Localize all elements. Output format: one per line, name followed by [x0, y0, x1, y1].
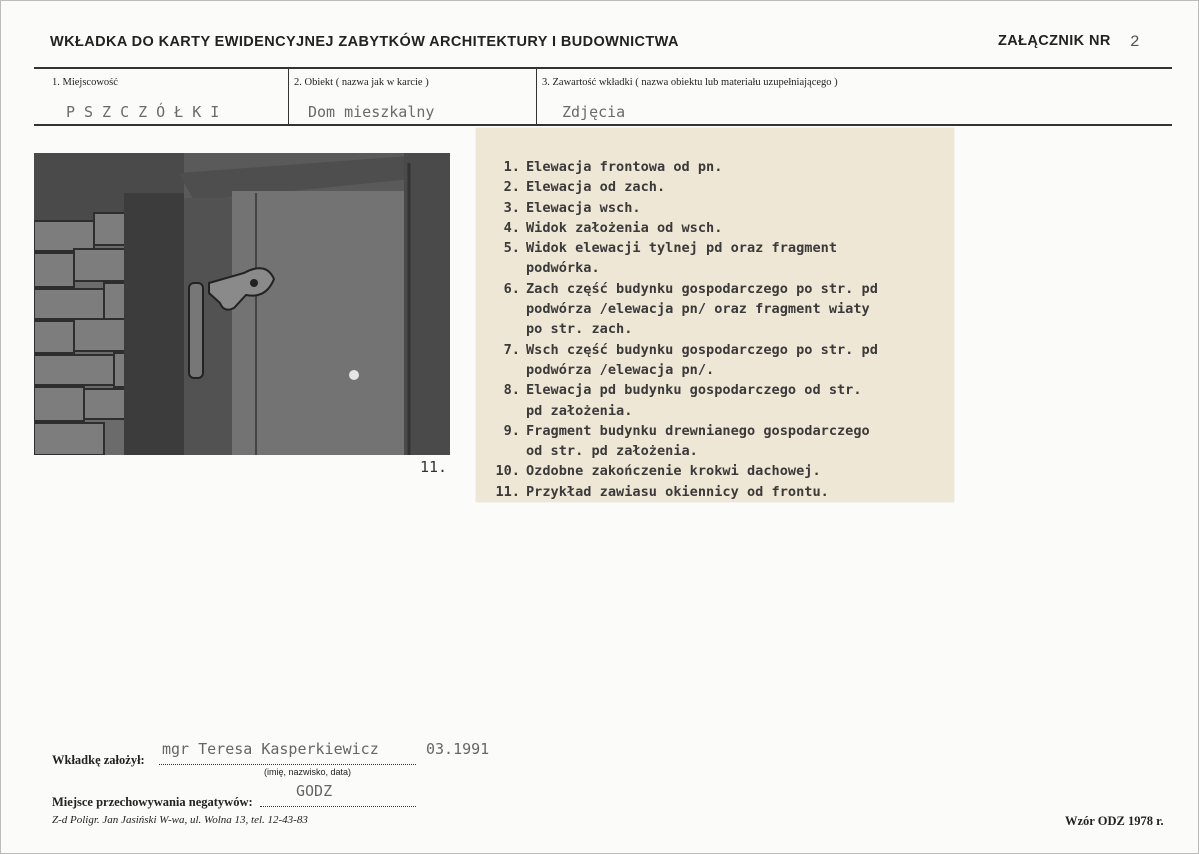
header-divider-1	[288, 69, 289, 125]
annex-number: 2	[1130, 33, 1140, 51]
photo-list-number: 4.	[503, 219, 520, 236]
founder-label: Wkładkę założył:	[52, 753, 145, 767]
door-hinge-photo	[34, 153, 450, 455]
photo-list-number: 7.	[503, 341, 520, 358]
photo-list-text: Przykład zawiasu okiennicy od frontu.	[526, 483, 829, 500]
photo-list-number: 8.	[503, 382, 520, 399]
photo-list-text: Elewacja pd budynku gospodarczego od str. pd założenia.	[526, 382, 862, 419]
photo-list-text: Zach część budynku gospodarczego po str. pd podwórza /elewacja pn/ oraz fragment wiaty po str. zach.	[526, 280, 878, 338]
photo-list-number: 11.	[495, 483, 520, 500]
photo-list-text: Ozdobne zakończenie krokwi dachowej.	[526, 463, 821, 480]
photo-list-text: Widok elewacji tylnej pd oraz fragment podwórka.	[526, 240, 837, 277]
header-divider-2	[536, 69, 537, 125]
header-bottom-rule	[34, 124, 1172, 126]
photo-list-item	[480, 482, 956, 502]
photo-caption-list	[480, 157, 956, 502]
photo-list-text: Elewacja od zach.	[526, 179, 666, 196]
door-hinge-image	[34, 153, 450, 455]
photo-list-text: Elewacja wsch.	[526, 199, 641, 216]
content-label: 3. Zawartość wkładki ( nazwa obiektu lub materiału uzupełniającego )	[542, 77, 838, 88]
locality-label: 1. Miejscowość	[52, 77, 118, 88]
header-top-rule	[34, 67, 1172, 69]
photo-list-number: 10.	[495, 463, 520, 480]
photo-list-number: 1.	[503, 159, 520, 175]
photo-number: 11.	[420, 458, 448, 476]
object-label: 2. Obiekt ( nazwa jak w karcie )	[294, 77, 429, 88]
photo-list-text: Elewacja frontowa od pn.	[526, 159, 723, 175]
photo-list-item	[480, 340, 956, 381]
photo-list-item	[480, 157, 956, 177]
photo-list-item	[480, 238, 956, 279]
photo-list-number: 2.	[503, 179, 520, 196]
photo-list-text: Fragment budynku drewnianego gospodarczego od str. pd założenia.	[526, 422, 870, 460]
photo-list-item	[480, 461, 956, 481]
photo-list-number: 5.	[503, 240, 520, 257]
template-code: Wzór ODZ 1978 r.	[1065, 814, 1164, 828]
founder-dotted-line	[159, 763, 416, 765]
storage-value: GODZ	[296, 782, 333, 800]
founder-hint: (imię, nazwisko, data)	[264, 767, 352, 777]
annex-label: ZAŁĄCZNIK NR	[998, 33, 1111, 49]
photo-list-item	[480, 198, 956, 218]
object-value: Dom mieszkalny	[308, 103, 435, 121]
content-value: Zdjęcia	[562, 103, 626, 121]
photo-list-number: 3.	[503, 199, 520, 216]
photo-list-number: 6.	[503, 280, 520, 297]
founder-date: 03.1991	[426, 740, 490, 758]
photo-list-number: 9.	[503, 422, 520, 439]
photo-list-text: Wsch część budynku gospodarczego po str. pd podwórza /elewacja pn/.	[526, 341, 878, 378]
founder-value: mgr Teresa Kasperkiewicz	[162, 740, 379, 758]
form-title: WKŁADKA DO KARTY EWIDENCYJNEJ ZABYTKÓW ARCHITEKTURY I BUDOWNICTWA	[50, 34, 679, 50]
printer-imprint: Z-d Poligr. Jan Jasiński W-wa, ul. Wolna 13, tel. 12-43-83	[52, 814, 308, 826]
locality-value: PSZCZÓŁKI	[66, 103, 229, 121]
photo-list-item	[480, 218, 956, 238]
photo-list-item	[480, 380, 956, 421]
storage-label: Miejsce przechowywania negatywów:	[52, 795, 253, 809]
photo-list-item	[480, 421, 956, 462]
photo-list-item	[480, 279, 956, 340]
photo-list-item	[480, 177, 956, 197]
photo-list-text: Widok założenia od wsch.	[526, 219, 723, 236]
storage-dotted-line	[260, 805, 416, 807]
